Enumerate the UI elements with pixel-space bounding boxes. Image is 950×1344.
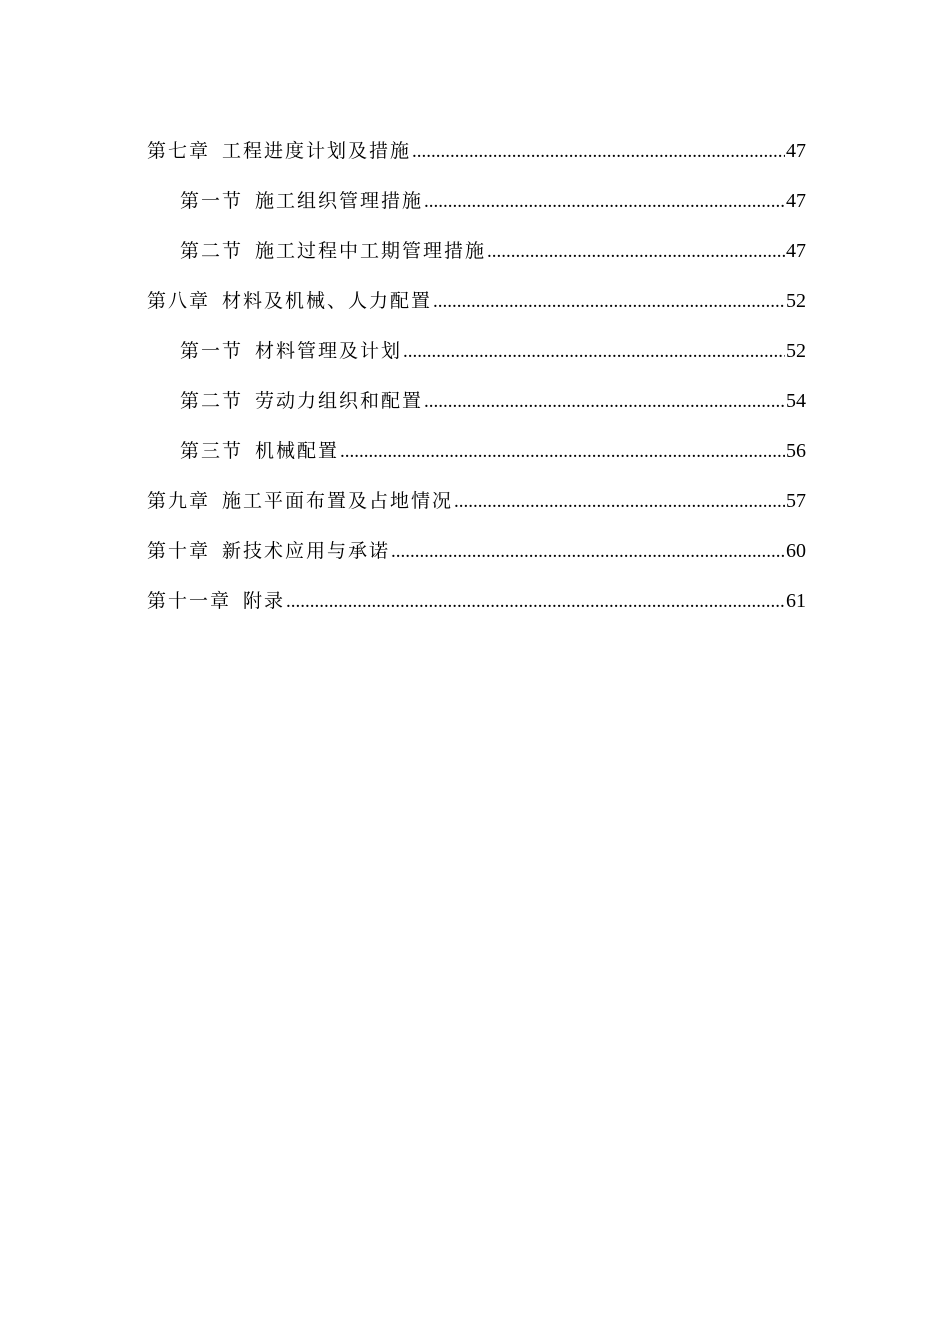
toc-entry[interactable] [147,382,806,432]
toc-dot-leader [487,233,785,271]
toc-dot-leader [424,183,785,221]
toc-entry[interactable] [147,132,806,182]
toc-entry-label [180,432,339,470]
toc-entry-label [180,382,423,420]
toc-entry-page: 47 [786,140,806,162]
toc-entry-number: 第三节 [180,440,244,462]
toc-entry-title: 工程进度计划及措施 [222,140,412,162]
toc-dot-leader [454,483,785,521]
toc-dot-leader [424,383,785,421]
toc-entry[interactable] [147,482,806,532]
toc-entry-label [147,532,390,570]
toc-entry-page: 47 [786,190,806,212]
toc-dot-leader [412,133,785,171]
toc-entry-number: 第七章 [147,140,211,162]
toc-entry-title: 机械配置 [255,440,340,462]
toc-entry-title: 劳动力组织和配置 [255,390,424,412]
toc-entry-number: 第二节 [180,240,244,262]
toc-entry-title: 新技术应用与承诺 [222,540,391,562]
toc-entry-page: 54 [786,390,806,412]
toc-entry[interactable] [147,532,806,582]
toc-entry-label [180,332,402,370]
toc-entry-label [147,132,411,170]
toc-dot-leader [286,583,785,621]
table-of-contents [147,132,806,632]
toc-entry-number: 第九章 [147,490,211,512]
toc-entry-number: 第十章 [147,540,211,562]
toc-dot-leader [340,433,785,471]
toc-dot-leader [433,283,785,321]
toc-entry-label [147,582,285,620]
toc-entry-label [147,282,432,320]
toc-entry-page: 61 [786,590,806,612]
toc-entry-page: 52 [786,340,806,362]
toc-entry-page: 60 [786,540,806,562]
toc-entry-title: 施工组织管理措施 [255,190,424,212]
toc-entry-label [180,182,423,220]
toc-entry-number: 第八章 [147,290,211,312]
toc-entry-title: 材料管理及计划 [255,340,403,362]
toc-entry-page: 56 [786,440,806,462]
toc-entry-label [147,482,453,520]
toc-entry-label [180,232,486,270]
toc-entry-number: 第一节 [180,190,244,212]
toc-entry-page: 47 [786,240,806,262]
toc-entry-title: 附录 [243,590,286,612]
toc-entry-title: 施工平面布置及占地情况 [222,490,454,512]
toc-entry-number: 第二节 [180,390,244,412]
toc-entry-page: 57 [786,490,806,512]
toc-entry-number: 第十一章 [147,590,232,612]
toc-entry[interactable] [147,332,806,382]
toc-dot-leader [403,333,785,371]
toc-entry-page: 52 [786,290,806,312]
toc-entry-number: 第一节 [180,340,244,362]
toc-entry-title: 施工过程中工期管理措施 [255,240,487,262]
toc-entry-title: 材料及机械、人力配置 [222,290,433,312]
toc-entry[interactable] [147,182,806,232]
toc-dot-leader [391,533,785,571]
toc-entry[interactable] [147,432,806,482]
toc-entry[interactable] [147,282,806,332]
toc-entry[interactable] [147,232,806,282]
toc-entry[interactable] [147,582,806,632]
